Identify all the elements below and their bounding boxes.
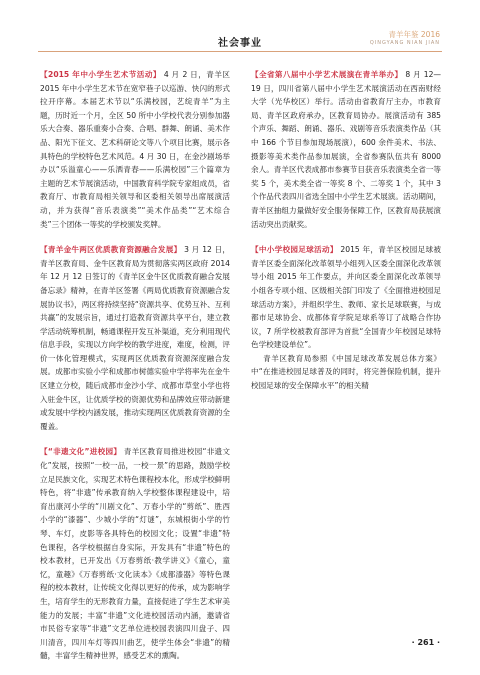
section-body: 2015 年，青羊区校园足球被青羊区委全面深化改革领导小组列入区委全面深化改革领导小组 2015 年工作要点，并向区委全面深化改革领导小组各专项小组、区级相关部门印发了《全面推进校园足球活动方案》，并组织学生、教师、家长足球联赛，与成都市足球协会、成都体育学院足球系等订了战略合作协议，7 所学校被教育部评为首批“全国青少年校园足球特色学校建设单位”。 [251,245,441,350]
section-heading: 【中小学校园足球活动】 [251,245,338,255]
section-heading: 【“非遗文化”进校园】 [40,447,122,457]
section-body: 4 月 2 日，青羊区 2015 年中小学生艺术节在宽窄巷子以巡游、快闪的形式拉开序幕。本届艺术节以“乐满校园，艺绽青羊”为主题，历时近一个月，全区 50 所中小学校代表分别参加器乐大合奏、器乐重奏小合奏、合唱、群舞、朗诵、美术作品、阳光下征文、艺术科研论文等八个项目比赛，展示各具特色的学校特色艺术风范。4 月 30 日，在金沙剧场举办以“乐溢童心——乐洒青春——乐满校园”三个篇章为主题的艺术节展演活动，中国教育科学院专家组成员，省教育厅、市教育局相关领导和区委相关领导出席展演活动，并为获得“音乐表演类”“美术作品类”“艺术综合类”三个团体一等奖的学校颁发奖牌。 [40,70,231,229]
article-section [251,243,441,393]
section-heading: 【青羊金牛两区优质教育资源融合发展】 [40,245,182,255]
page-number: · 261 · [411,638,440,647]
article-section [40,445,230,663]
section-body-continued: 青羊区教育局参照《中国足球改革发展总体方案》中“在推进校园足球普及的同时，将完善保险机制，提升校园足球的安全保障水平”的相关精 [251,353,441,391]
article-section [251,68,441,231]
yearbook-pinyin: QINGYANG NIAN JIAN [369,40,440,46]
left-column [40,68,230,675]
section-heading: 【全省第八届中小学艺术展演在青羊举办】 [251,70,403,79]
article-section [40,68,230,231]
yearbook-title: 青羊年鉴 2016 [388,30,440,39]
section-body: 8 月 12—19 日，四川省第八届中小学生艺术展演活动在西南财经大学（光华校区）举行。活动由省教育厅主办，市教育局、青羊区政府承办，区教育局协办。展演活动有 385 个声乐、舞蹈、朗诵、器乐、戏剧等音乐表演类作品（其中 166 个节目参加现场展演），600 余件美术、书法、摄影等美术类作品参加展演，全省参赛队伍共有 8000 余人。青羊区代表成都市参赛节目获音乐表演类全省一等奖 5 个，美术类全省一等奖 8 个、二等奖 1 个，其中 3 个作品代表四川省选全国中小学生艺术展演。活动期间，青羊区抽组力量做好安全服务保障工作，区教育局获展演活动突出贡献奖。 [251,70,441,229]
right-column [251,68,441,405]
header-divider [38,51,442,52]
running-header-title: 社会事业 [218,38,262,49]
article-section [40,243,230,433]
section-heading: 【2015 年中小学生艺术节活动】 [40,70,161,79]
section-body: 青羊区教育局推进校园“非遗文化”发展，按照“一校一品，一校一景”的思路，鼓励学校立足民族文化，实现艺术特色课程校本化，形成学校鲜明特色，将“非遗”传承教育纳入学校整体课程建设中，培育出康河小学的“川剧文化”、万春小学的“剪纸”、胜西小学的“漆器”、少城小学的“灯谜”，东城根街小学的竹琴、车灯，皮影等各具特色的校园文化；设置“非遗”特色课程，各学校根据自身实际，开发具有“非遗”特色的校本教材，已开发出《万春剪纸·教学讲义》《童心，童忆，童趣》《万春剪纸·文化读本》《成都漆器》等特色课程的校本教材，让传统文化得以更好的传承，成为影响学生，培育学生的无形教育力量，直接促进了学生艺术审美能力的发展；丰富“非遗”文化进校园活动内涵，邀请省市民俗专家等“非遗”文艺单位进校园表演四川盘子、四川清音，四川车灯等四川曲艺，使学生体会“非遗”的精髓，丰富学生精神世界，感受艺术的熏陶。 [40,447,231,661]
yearbook-mark [370,30,440,48]
section-body: 3 月 12 日，青羊区教育局、金牛区教育局为贯彻落实两区政府 2014 年 12 月 12 日签订的《青羊区金牛区优质教育融合发展备忘录》精神，在青羊区签署《两局优质教育资源融合发展协议书》，两区将持续坚持“资源共享、优势互补、互利共赢”的发展宗旨，通过打造教育资源共享平台，建立教学活动统筹机制，畅通课程开发互补渠道，充分利用现代信息手段，实现以方向学校的教学进度，难度，检测，评价一体化管理模式，实现两区优质教育资源深度融合发展。成都市实验小学和成都市树德实验中学将率先在金牛区建立分校，随后成都市金沙小学、成都市草堂小学也将入驻金牛区，让优质学校的资源优势和品牌效应带动新建或发展中学校内涵发展，推动实现两区优质教育资源的全覆盖。 [40,245,230,431]
